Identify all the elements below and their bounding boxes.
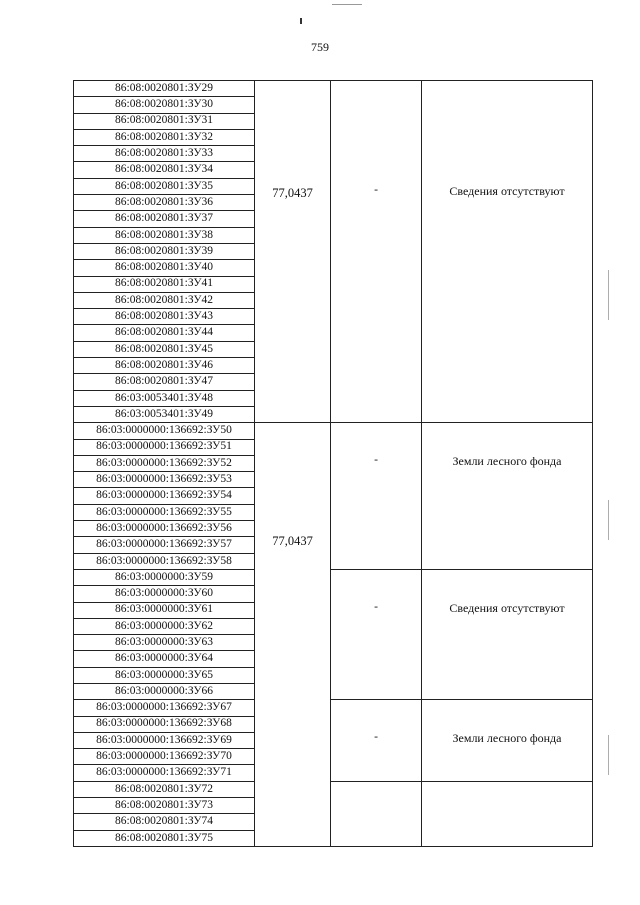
cadastral-number: 86:03:0000000:ЗУ64 (74, 651, 255, 667)
area-value: 77,0437 (255, 81, 331, 423)
cadastral-number: 86:03:0053401:ЗУ48 (74, 390, 255, 406)
cadastral-number: 86:03:0000000:136692:ЗУ54 (74, 488, 255, 504)
cadastral-number: 86:03:0000000:136692:ЗУ53 (74, 472, 255, 488)
cadastral-number: 86:08:0020801:ЗУ40 (74, 260, 255, 276)
cadastral-number: 86:03:0000000:136692:ЗУ51 (74, 439, 255, 455)
cadastral-number: 86:08:0020801:ЗУ72 (74, 781, 255, 797)
cadastral-number: 86:08:0020801:ЗУ42 (74, 292, 255, 308)
cadastral-number: 86:03:0000000:136692:ЗУ71 (74, 765, 255, 781)
cadastral-number: 86:03:0000000:ЗУ62 (74, 618, 255, 634)
land-status: Земли лесного фонда (422, 700, 593, 781)
dash-cell: - (331, 700, 422, 781)
area-value: 77,0437 (255, 423, 331, 847)
cadastral-number: 86:08:0020801:ЗУ73 (74, 798, 255, 814)
cadastral-number: 86:08:0020801:ЗУ33 (74, 146, 255, 162)
cadastral-number: 86:03:0000000:136692:ЗУ69 (74, 732, 255, 748)
cadastral-number: 86:08:0020801:ЗУ45 (74, 341, 255, 357)
cadastral-number: 86:03:0000000:ЗУ65 (74, 667, 255, 683)
scan-mark (332, 4, 362, 5)
land-status: Сведения отсутствуют (422, 569, 593, 699)
cadastral-number: 86:08:0020801:ЗУ74 (74, 814, 255, 830)
cadastral-number: 86:03:0000000:136692:ЗУ67 (74, 700, 255, 716)
cadastral-number: 86:03:0000000:ЗУ60 (74, 586, 255, 602)
table-row (74, 81, 593, 97)
cadastral-number: 86:03:0000000:136692:ЗУ52 (74, 455, 255, 471)
scan-mark (608, 735, 609, 775)
cadastral-number: 86:03:0000000:136692:ЗУ68 (74, 716, 255, 732)
cadastral-number: 86:08:0020801:ЗУ75 (74, 830, 255, 846)
cadastral-number: 86:08:0020801:ЗУ29 (74, 81, 255, 97)
dash-cell: - (331, 423, 422, 570)
cadastral-number: 86:08:0020801:ЗУ43 (74, 309, 255, 325)
land-status: Земли лесного фонда (422, 423, 593, 570)
cadastral-number: 86:08:0020801:ЗУ44 (74, 325, 255, 341)
cadastral-number: 86:08:0020801:ЗУ41 (74, 276, 255, 292)
cadastral-number: 86:03:0053401:ЗУ49 (74, 406, 255, 422)
table-row (74, 423, 593, 439)
page-number: 759 (311, 40, 329, 54)
cadastral-number: 86:08:0020801:ЗУ32 (74, 129, 255, 145)
cadastral-number: 86:08:0020801:ЗУ39 (74, 243, 255, 259)
cadastral-number: 86:08:0020801:ЗУ35 (74, 178, 255, 194)
table-row (74, 781, 593, 797)
cadastral-number: 86:08:0020801:ЗУ30 (74, 97, 255, 113)
cadastral-number: 86:03:0000000:ЗУ66 (74, 683, 255, 699)
cadastral-number: 86:08:0020801:ЗУ38 (74, 227, 255, 243)
cadastral-number: 86:03:0000000:ЗУ59 (74, 569, 255, 585)
scan-mark (300, 18, 302, 24)
cadastral-number: 86:03:0000000:ЗУ61 (74, 602, 255, 618)
cadastral-number: 86:03:0000000:136692:ЗУ55 (74, 504, 255, 520)
cadastral-number: 86:08:0020801:ЗУ47 (74, 374, 255, 390)
cadastral-number: 86:08:0020801:ЗУ34 (74, 162, 255, 178)
land-status (422, 781, 593, 846)
cadastral-number: 86:08:0020801:ЗУ36 (74, 195, 255, 211)
dash-cell: - (331, 81, 422, 423)
cadastral-number: 86:03:0000000:136692:ЗУ70 (74, 749, 255, 765)
cadastral-table (73, 80, 593, 847)
land-status: Сведения отсутствуют (422, 81, 593, 423)
cadastral-number: 86:03:0000000:ЗУ63 (74, 635, 255, 651)
cadastral-number: 86:08:0020801:ЗУ37 (74, 211, 255, 227)
dash-cell (331, 781, 422, 846)
cadastral-number: 86:08:0020801:ЗУ31 (74, 113, 255, 129)
cadastral-number: 86:03:0000000:136692:ЗУ56 (74, 521, 255, 537)
cadastral-number: 86:03:0000000:136692:ЗУ50 (74, 423, 255, 439)
table-row (74, 700, 593, 716)
cadastral-number: 86:03:0000000:136692:ЗУ57 (74, 537, 255, 553)
scan-mark (608, 270, 609, 320)
table-row (74, 569, 593, 585)
dash-cell: - (331, 569, 422, 699)
cadastral-number: 86:08:0020801:ЗУ46 (74, 358, 255, 374)
scan-mark (608, 500, 609, 540)
cadastral-number: 86:03:0000000:136692:ЗУ58 (74, 553, 255, 569)
